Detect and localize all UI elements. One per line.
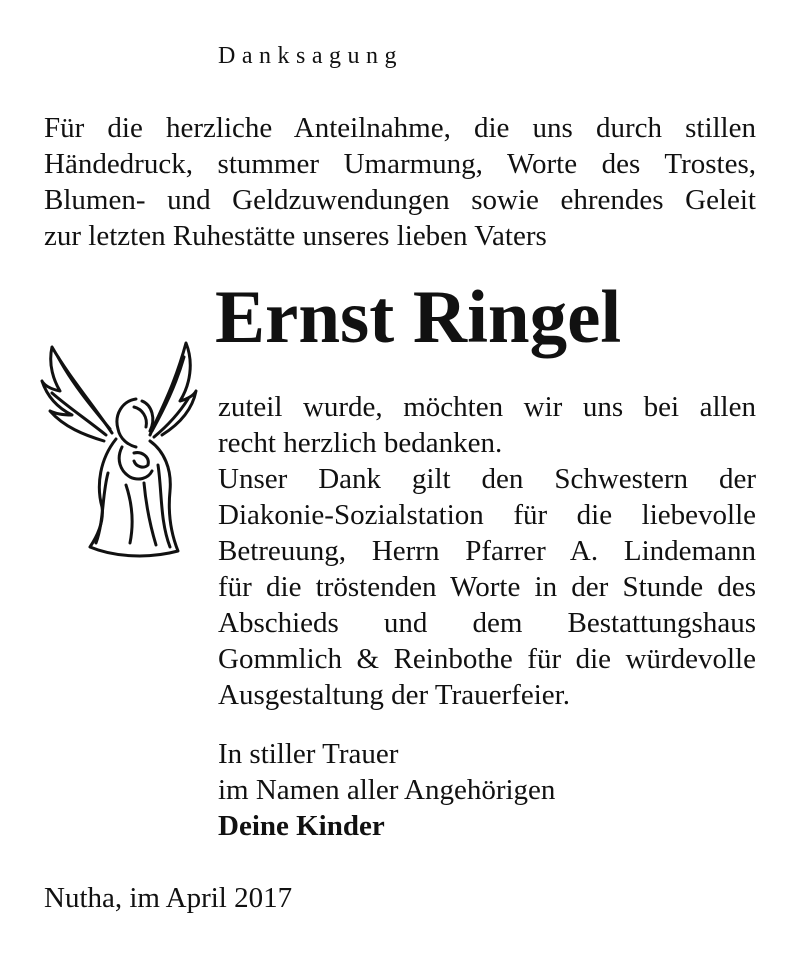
intro-line: zur letzten Ruhestätte unseres lieben Vaters: [44, 220, 547, 252]
body-line: Diakonie-Sozialstation für die liebevolle: [218, 499, 756, 531]
deceased-name: Ernst Ringel: [215, 276, 622, 359]
body-line: Gommlich & Reinbothe für die würdevolle: [218, 643, 756, 675]
intro-line: Händedruck, stummer Umarmung, Worte des Trostes,: [44, 148, 756, 180]
body-line: für die tröstenden Worte in der Stunde des: [218, 571, 756, 603]
closing-line: In stiller Trauer: [218, 738, 399, 770]
notice-heading: Danksagung: [218, 43, 403, 69]
body-line: Unser Dank gilt den Schwestern der: [218, 463, 756, 495]
body-line: Abschieds und dem Bestattungshaus: [218, 607, 756, 639]
intro-line: Blumen- und Geldzuwendungen sowie ehrendes Geleit: [44, 184, 756, 216]
closing-line: im Namen aller Angehörigen: [218, 774, 556, 806]
body-line: zuteil wurde, möchten wir uns bei allen: [218, 391, 756, 423]
signature: Deine Kinder: [218, 810, 385, 842]
angel-icon: [38, 335, 198, 575]
body-line: Betreuung, Herrn Pfarrer A. Lindemann: [218, 535, 756, 567]
place-date: Nutha, im April 2017: [44, 882, 293, 914]
intro-line: Für die herzliche Anteilnahme, die uns durch stillen: [44, 112, 756, 144]
body-line: Ausgestaltung der Trauerfeier.: [218, 679, 570, 711]
body-line: recht herzlich bedanken.: [218, 427, 503, 459]
